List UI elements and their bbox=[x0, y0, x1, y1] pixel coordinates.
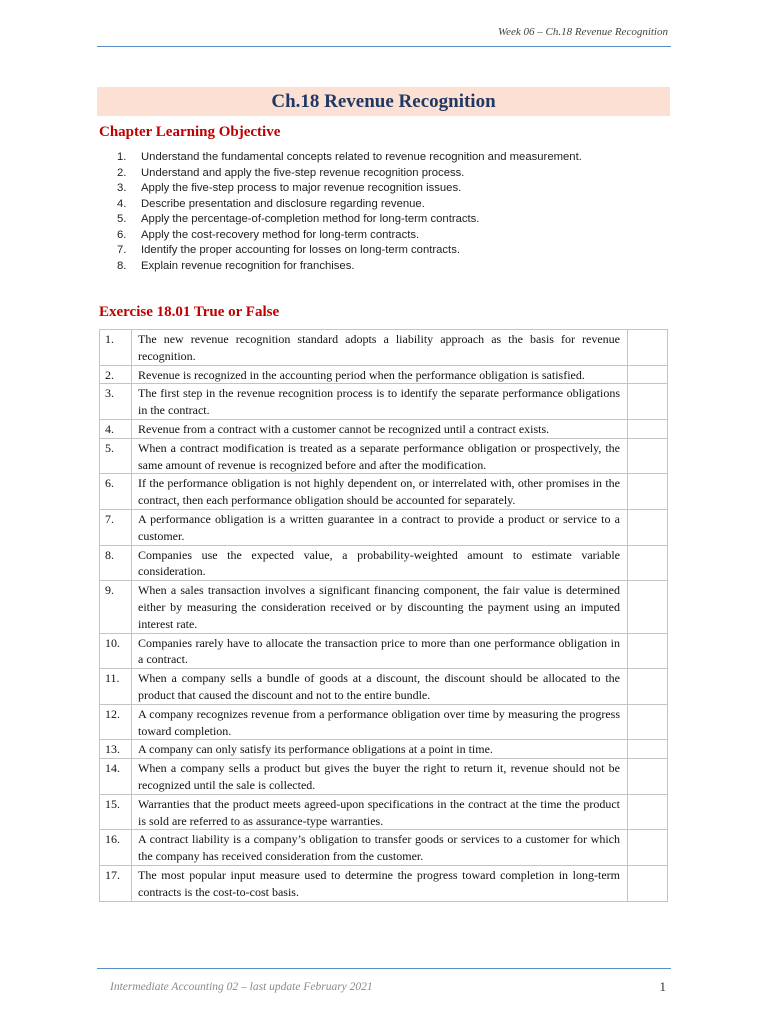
true-false-table bbox=[99, 329, 668, 902]
objective-number: 5. bbox=[117, 213, 127, 225]
objective-text: Identify the proper accounting for losses on long-term contracts. bbox=[141, 244, 460, 256]
objective-number: 2. bbox=[117, 166, 127, 179]
objective-number: 3. bbox=[117, 182, 127, 194]
row-number: 7. bbox=[100, 509, 132, 545]
objective-text: Apply the percentage-of-completion method for long-term contracts. bbox=[141, 213, 480, 225]
answer-cell[interactable] bbox=[628, 581, 668, 633]
answer-cell[interactable] bbox=[628, 438, 668, 474]
statement-text: A contract liability is a company’s obligation to transfer goods or services to a customer for which the company has received consideration from the customer. bbox=[132, 830, 628, 866]
statement-text: When a contract modification is treated as a separate performance obligation or prospectively, the same amount of revenue is recognized before and after the modification. bbox=[132, 438, 628, 474]
table-row bbox=[100, 384, 668, 420]
page-title: Ch.18 Revenue Recognition bbox=[271, 90, 496, 112]
row-number: 1. bbox=[100, 330, 132, 366]
statement-text: When a company sells a bundle of goods at a discount, the discount should be allocated to the product that caused the discount and not to the entire bundle. bbox=[132, 669, 628, 705]
table-row bbox=[100, 509, 668, 545]
objective-item bbox=[117, 181, 582, 197]
row-number: 10. bbox=[100, 633, 132, 669]
answer-cell[interactable] bbox=[628, 545, 668, 581]
table-row bbox=[100, 330, 668, 366]
row-number: 11. bbox=[100, 669, 132, 705]
answer-cell[interactable] bbox=[628, 365, 668, 384]
table-row bbox=[100, 474, 668, 510]
answer-cell[interactable] bbox=[628, 865, 668, 901]
objective-item bbox=[117, 259, 582, 275]
statement-text: Revenue from a contract with a customer cannot be recognized until a contract exists. bbox=[132, 419, 628, 438]
answer-cell[interactable] bbox=[628, 669, 668, 705]
objective-text: Understand and apply the five-step revenue recognition process. bbox=[141, 166, 465, 179]
row-number: 13. bbox=[100, 740, 132, 759]
objective-number: 8. bbox=[117, 259, 127, 272]
table-row bbox=[100, 545, 668, 581]
answer-cell[interactable] bbox=[628, 830, 668, 866]
answer-cell[interactable] bbox=[628, 509, 668, 545]
statement-text: When a company sells a product but gives the buyer the right to return it, revenue should not be recognized until the sale is collected. bbox=[132, 759, 628, 795]
learning-objectives-list bbox=[117, 150, 582, 274]
statement-text: Companies use the expected value, a probability-weighted amount to estimate variable consideration. bbox=[132, 545, 628, 581]
footer-text: Intermediate Accounting 02 – last update February 2021 bbox=[110, 981, 373, 993]
table-row bbox=[100, 581, 668, 633]
row-number: 5. bbox=[100, 438, 132, 474]
table-row bbox=[100, 740, 668, 759]
row-number: 15. bbox=[100, 794, 132, 830]
answer-cell[interactable] bbox=[628, 633, 668, 669]
row-number: 12. bbox=[100, 704, 132, 740]
table-row bbox=[100, 830, 668, 866]
answer-cell[interactable] bbox=[628, 759, 668, 795]
objective-item bbox=[117, 243, 582, 259]
objective-number: 4. bbox=[117, 197, 127, 210]
table-row bbox=[100, 419, 668, 438]
answer-cell[interactable] bbox=[628, 384, 668, 420]
row-number: 14. bbox=[100, 759, 132, 795]
answer-cell[interactable] bbox=[628, 704, 668, 740]
statement-text: A performance obligation is a written guarantee in a contract to provide a product or service to a customer. bbox=[132, 509, 628, 545]
objective-number: 6. bbox=[117, 228, 127, 241]
answer-cell[interactable] bbox=[628, 419, 668, 438]
page-number: 1 bbox=[659, 979, 666, 994]
row-number: 3. bbox=[100, 384, 132, 420]
objective-item bbox=[117, 212, 582, 228]
statement-text: When a sales transaction involves a significant financing component, the fair value is determined either by measuring the consideration received or by discounting the payment using an imputed interest rate. bbox=[132, 581, 628, 633]
table-row bbox=[100, 794, 668, 830]
statement-text: A company recognizes revenue from a performance obligation over time by measuring the progress toward completion. bbox=[132, 704, 628, 740]
statement-text: Revenue is recognized in the accounting period when the performance obligation is satisfied. bbox=[132, 365, 628, 384]
row-number: 8. bbox=[100, 545, 132, 581]
table-row bbox=[100, 865, 668, 901]
answer-cell[interactable] bbox=[628, 474, 668, 510]
objective-item bbox=[117, 197, 582, 213]
title-band bbox=[97, 87, 670, 116]
objective-text: Describe presentation and disclosure regarding revenue. bbox=[141, 197, 425, 210]
row-number: 16. bbox=[100, 830, 132, 866]
learning-objectives-heading: Chapter Learning Objective bbox=[99, 124, 281, 140]
statement-text: The new revenue recognition standard adopts a liability approach as the basis for revenue recognition. bbox=[132, 330, 628, 366]
objective-number: 7. bbox=[117, 244, 127, 256]
table-row bbox=[100, 759, 668, 795]
table-row bbox=[100, 669, 668, 705]
objective-item bbox=[117, 150, 582, 166]
row-number: 4. bbox=[100, 419, 132, 438]
objective-text: Explain revenue recognition for franchises. bbox=[141, 259, 355, 272]
statement-text: The first step in the revenue recognition process is to identify the separate performance obligations in the contract. bbox=[132, 384, 628, 420]
objective-text: Apply the cost-recovery method for long-term contracts. bbox=[141, 228, 420, 241]
objective-item bbox=[117, 228, 582, 244]
table-row bbox=[100, 438, 668, 474]
table-row bbox=[100, 365, 668, 384]
objective-text: Understand the fundamental concepts related to revenue recognition and measurement. bbox=[141, 151, 582, 163]
header-divider bbox=[97, 46, 671, 47]
row-number: 9. bbox=[100, 581, 132, 633]
statement-text: The most popular input measure used to determine the progress toward completion in long-term contracts is the cost-to-cost basis. bbox=[132, 865, 628, 901]
table-row bbox=[100, 704, 668, 740]
statement-text: A company can only satisfy its performance obligations at a point in time. bbox=[132, 740, 628, 759]
answer-cell[interactable] bbox=[628, 740, 668, 759]
statement-text: Companies rarely have to allocate the transaction price to more than one performance obligation in a contract. bbox=[132, 633, 628, 669]
row-number: 2. bbox=[100, 365, 132, 384]
answer-cell[interactable] bbox=[628, 794, 668, 830]
row-number: 17. bbox=[100, 865, 132, 901]
objective-item bbox=[117, 166, 582, 182]
exercise-heading: Exercise 18.01 True or False bbox=[99, 304, 280, 320]
answer-cell[interactable] bbox=[628, 330, 668, 366]
footer-divider bbox=[97, 968, 671, 969]
row-number: 6. bbox=[100, 474, 132, 510]
objective-number: 1. bbox=[117, 151, 127, 163]
statement-text: Warranties that the product meets agreed-upon specifications in the contract at the time the product is sold are referred to as assurance-type warranties. bbox=[132, 794, 628, 830]
running-header: Week 06 – Ch.18 Revenue Recognition bbox=[497, 26, 668, 38]
objective-text: Apply the five-step process to major revenue recognition issues. bbox=[141, 182, 462, 194]
table-row bbox=[100, 633, 668, 669]
statement-text: If the performance obligation is not highly dependent on, or interrelated with, other promises in the contract, then each performance obligation should be accounted for separately. bbox=[132, 474, 628, 510]
